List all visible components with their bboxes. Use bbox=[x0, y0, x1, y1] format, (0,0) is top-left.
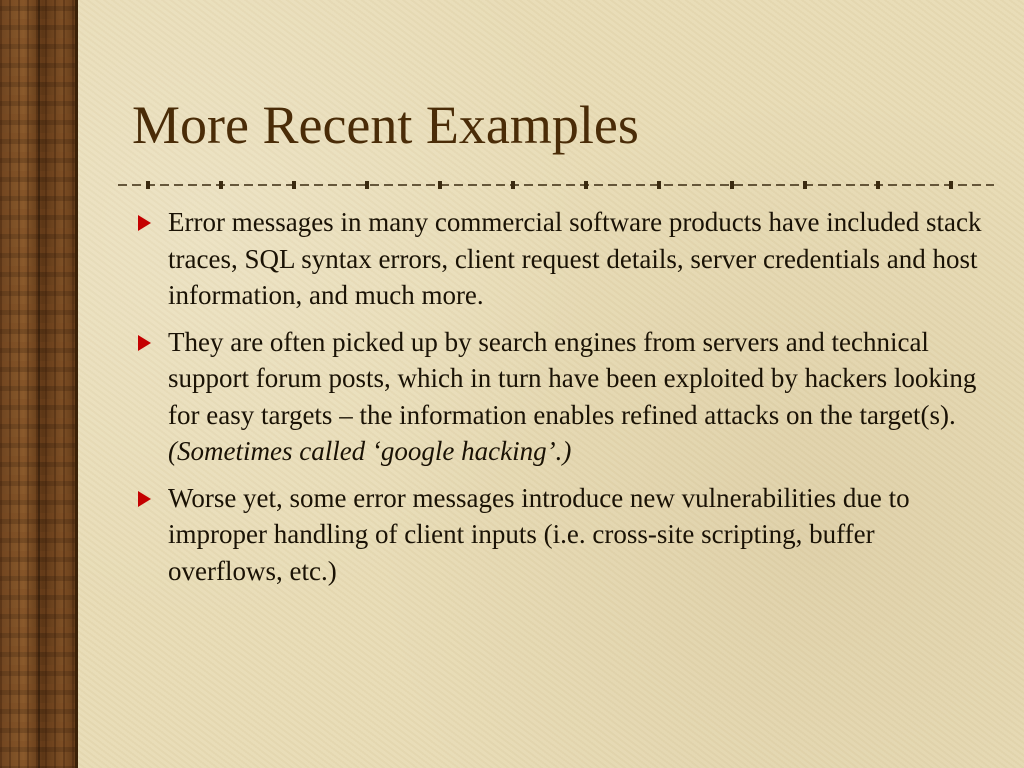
bullet-text: Error messages in many commercial software products have included stack traces, SQL syntax errors, client request details, server credentials and host information, and much more. bbox=[168, 207, 982, 310]
wood-seam bbox=[38, 0, 40, 768]
bullet-text: Worse yet, some error messages introduce new vulnerabilities due to improper handling of client inputs (i.e. cross-site scripting, buffer overflows, etc.) bbox=[168, 482, 910, 586]
divider-dot bbox=[365, 181, 369, 189]
bullet-arrow-icon bbox=[138, 335, 151, 351]
divider-dot bbox=[438, 181, 442, 189]
bullet-text: They are often picked up by search engines from servers and technical support forum posts, which in turn have been exploited by hackers looking for easy targets – the information enables refined attacks on the target(s). bbox=[168, 326, 977, 430]
title-divider bbox=[118, 178, 994, 192]
divider-dot bbox=[949, 181, 953, 189]
divider-dot bbox=[584, 181, 588, 189]
divider-dot bbox=[730, 181, 734, 189]
bullet-note: (Sometimes called ‘google hacking’.) bbox=[168, 436, 572, 466]
divider-dot bbox=[292, 181, 296, 189]
divider-dot bbox=[876, 181, 880, 189]
bullet-item-3 bbox=[132, 480, 992, 590]
divider-dot bbox=[803, 181, 807, 189]
bullet-list bbox=[132, 204, 992, 599]
bullet-arrow-icon bbox=[138, 215, 151, 231]
dashed-divider-icon bbox=[118, 178, 994, 192]
bullet-arrow-icon bbox=[138, 491, 151, 507]
divider-dot bbox=[146, 181, 150, 189]
wood-border-strip bbox=[0, 0, 78, 768]
divider-dot bbox=[657, 181, 661, 189]
bullet-item-1 bbox=[132, 204, 992, 314]
slide-title: More Recent Examples bbox=[132, 95, 639, 155]
divider-dot bbox=[219, 181, 223, 189]
bullet-item-2 bbox=[132, 324, 992, 470]
divider-dot bbox=[511, 181, 515, 189]
